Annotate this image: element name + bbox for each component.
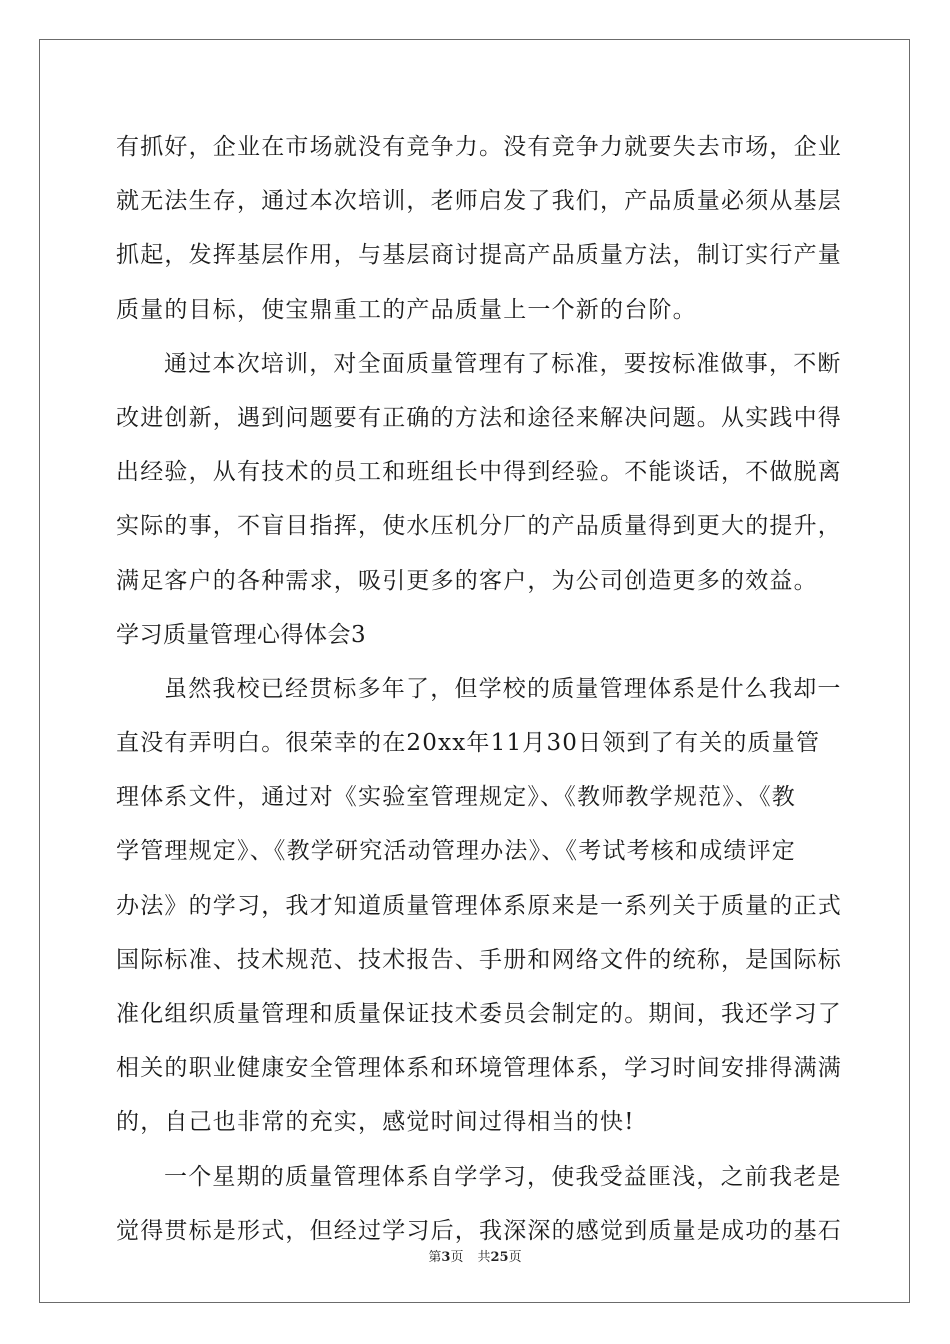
text-line: 觉得贯标是形式，但经过学习后，我深深的感觉到质量是成功的基石 <box>116 1217 842 1244</box>
section-heading: 学习质量管理心得体会3 <box>116 621 367 648</box>
text-line: 的，自己也非常的充实，感觉时间过得相当的快! <box>116 1109 635 1136</box>
text-line: 有抓好，企业在市场就没有竞争力。没有竞争力就要失去市场，企业 <box>116 134 842 160</box>
paragraph-first-line: 虽然我校已经贯标多年了，但学校的质量管理体系是什么我却一 <box>164 675 842 702</box>
total-pages: 25 <box>490 1250 509 1265</box>
page-prefix: 第 <box>428 1250 442 1265</box>
text-line: 出经验，从有技术的员工和班组长中得到经验。不能谈话，不做脱离 <box>116 459 842 486</box>
total-prefix: 共 <box>477 1250 491 1265</box>
paragraph-first-line: 一个星期的质量管理体系自学学习，使我受益匪浅，之前我老是 <box>164 1163 842 1190</box>
total-suffix: 页 <box>508 1250 522 1265</box>
text-line: 质量的目标，使宝鼎重工的产品质量上一个新的台阶。 <box>116 296 697 323</box>
text-line: 学管理规定》、《教学研究活动管理办法》、《考试考核和成绩评定 <box>116 838 796 865</box>
text-line: 抓起，发挥基层作用，与基层商讨提高产品质量方法，制订实行产量 <box>116 242 842 269</box>
text-line: 就无法生存，通过本次培训，老师启发了我们，产品质量必须从基层 <box>116 188 842 215</box>
text-line: 相关的职业健康安全管理体系和环境管理体系，学习时间安排得满满 <box>116 1055 842 1082</box>
text-line: 满足客户的各种需求，吸引更多的客户，为公司创造更多的效益。 <box>116 567 818 594</box>
page-footer <box>0 1246 950 1265</box>
text-line: 理体系文件，通过对《实验室管理规定》、《教师教学规范》、《教 <box>116 784 796 811</box>
page-number: 3 <box>441 1250 451 1265</box>
text-line: 直没有弄明白。很荣幸的在20xx年11月30日领到了有关的质量管 <box>116 730 821 757</box>
page-suffix: 页 <box>450 1250 464 1265</box>
document-body <box>116 127 842 1265</box>
paragraph-first-line: 通过本次培训，对全面质量管理有了标准，要按标准做事，不断 <box>164 350 842 377</box>
text-line: 改进创新，遇到问题要有正确的方法和途径来解决问题。从实践中得 <box>116 404 842 431</box>
text-line: 实际的事，不盲目指挥，使水压机分厂的产品质量得到更大的提升， <box>116 513 842 540</box>
text-line: 办法》的学习，我才知道质量管理体系原来是一系列关于质量的正式 <box>116 892 842 919</box>
text-line: 国际标准、技术规范、技术报告、手册和网络文件的统称，是国际标 <box>116 946 842 973</box>
text-line: 准化组织质量管理和质量保证技术委员会制定的。期间，我还学习了 <box>116 1001 842 1027</box>
